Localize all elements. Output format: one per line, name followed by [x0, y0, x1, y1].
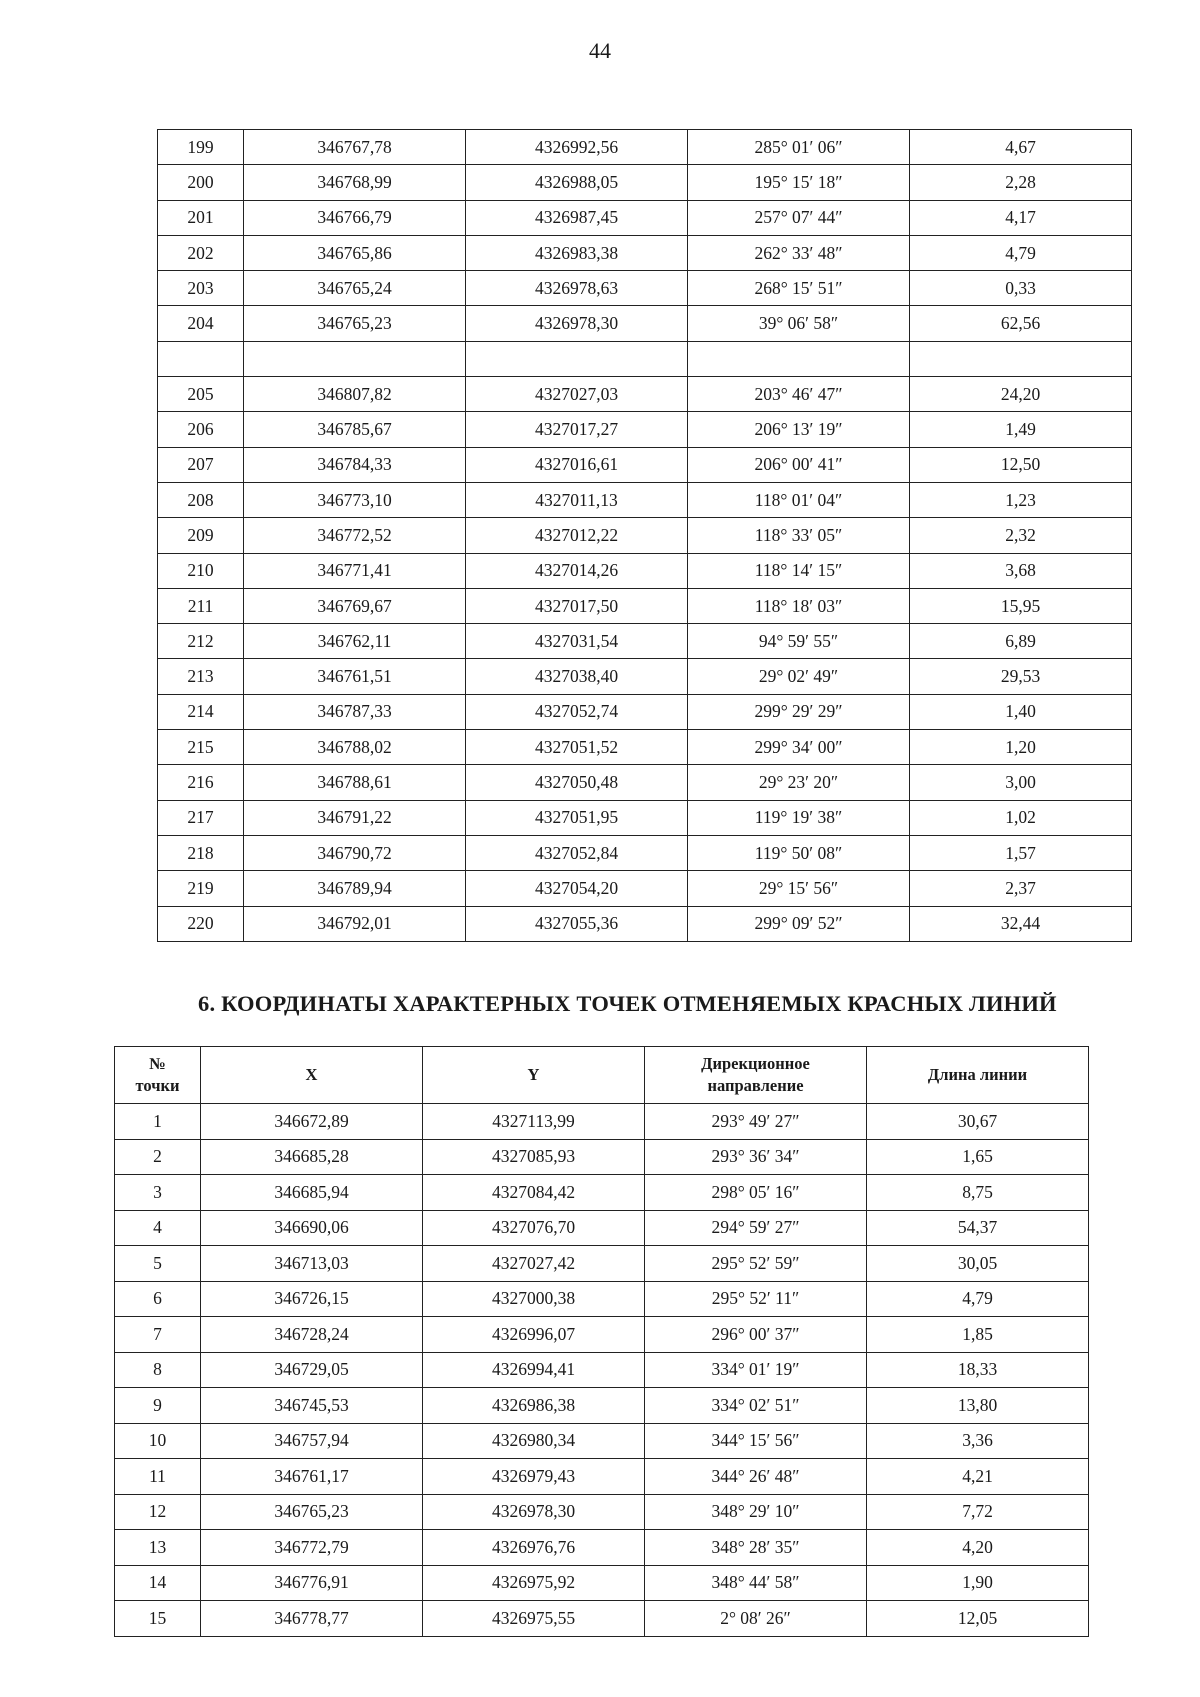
length-cell: 32,44	[910, 906, 1132, 941]
direction-cell: 295° 52′ 59″	[645, 1246, 867, 1282]
point-number-cell: 208	[158, 482, 244, 517]
length-cell: 15,95	[910, 588, 1132, 623]
direction-cell: 285° 01′ 06″	[688, 130, 910, 165]
table-row	[158, 271, 1132, 306]
point-number-cell: 210	[158, 553, 244, 588]
x-cell: 346788,02	[244, 730, 466, 765]
table-row	[158, 447, 1132, 482]
x-cell: 346772,52	[244, 518, 466, 553]
direction-cell: 334° 01′ 19″	[645, 1352, 867, 1388]
point-number-cell: 10	[115, 1423, 201, 1459]
x-cell: 346765,86	[244, 235, 466, 270]
table-row	[115, 1565, 1089, 1601]
table-row	[115, 1246, 1089, 1282]
point-number-cell: 6	[115, 1281, 201, 1317]
point-number-cell: 207	[158, 447, 244, 482]
x-cell: 346788,61	[244, 765, 466, 800]
table-row	[158, 765, 1132, 800]
table-row	[115, 1388, 1089, 1424]
direction-cell: 206° 00′ 41″	[688, 447, 910, 482]
y-cell: 4327054,20	[466, 871, 688, 906]
point-number-cell: 202	[158, 235, 244, 270]
point-number-cell: 4	[115, 1210, 201, 1246]
table-row	[158, 871, 1132, 906]
point-number-cell: 216	[158, 765, 244, 800]
direction-cell: 299° 34′ 00″	[688, 730, 910, 765]
y-cell: 4327076,70	[423, 1210, 645, 1246]
point-number-cell: 206	[158, 412, 244, 447]
length-cell: 4,79	[910, 235, 1132, 270]
table-row	[158, 200, 1132, 235]
point-number-cell: 5	[115, 1246, 201, 1282]
length-cell: 2,32	[910, 518, 1132, 553]
y-cell: 4326987,45	[466, 200, 688, 235]
length-cell: 12,50	[910, 447, 1132, 482]
y-cell: 4327017,50	[466, 588, 688, 623]
y-cell: 4326978,30	[423, 1494, 645, 1530]
length-cell: 1,85	[867, 1317, 1089, 1353]
y-cell: 4326975,55	[423, 1601, 645, 1637]
point-number-cell: 214	[158, 694, 244, 729]
table-row	[115, 1494, 1089, 1530]
length-cell: 18,33	[867, 1352, 1089, 1388]
length-cell: 2,37	[910, 871, 1132, 906]
y-cell: 4326975,92	[423, 1565, 645, 1601]
header-point-number	[115, 1047, 201, 1104]
direction-cell: 299° 09′ 52″	[688, 906, 910, 941]
direction-cell: 118° 33′ 05″	[688, 518, 910, 553]
direction-cell: 294° 59′ 27″	[645, 1210, 867, 1246]
x-cell: 346766,79	[244, 200, 466, 235]
direction-cell: 206° 13′ 19″	[688, 412, 910, 447]
length-cell: 1,90	[867, 1565, 1089, 1601]
x-cell: 346685,94	[201, 1175, 423, 1211]
table-row	[158, 800, 1132, 835]
direction-cell: 118° 01′ 04″	[688, 482, 910, 517]
length-cell: 6,89	[910, 624, 1132, 659]
table-row	[158, 624, 1132, 659]
x-cell: 346771,41	[244, 553, 466, 588]
table-row	[115, 1104, 1089, 1140]
direction-cell: 348° 44′ 58″	[645, 1565, 867, 1601]
point-number-cell: 13	[115, 1530, 201, 1566]
direction-cell: 293° 49′ 27″	[645, 1104, 867, 1140]
direction-cell: 262° 33′ 48″	[688, 235, 910, 270]
table-row	[158, 906, 1132, 941]
y-cell: 4327016,61	[466, 447, 688, 482]
table-row	[158, 588, 1132, 623]
direction-cell: 2° 08′ 26″	[645, 1601, 867, 1637]
table-row	[115, 1601, 1089, 1637]
length-cell	[910, 341, 1132, 376]
x-cell: 346785,67	[244, 412, 466, 447]
x-cell: 346761,17	[201, 1459, 423, 1495]
x-cell: 346790,72	[244, 835, 466, 870]
y-cell: 4326983,38	[466, 235, 688, 270]
length-cell: 1,40	[910, 694, 1132, 729]
direction-cell: 344° 26′ 48″	[645, 1459, 867, 1495]
point-number-cell: 220	[158, 906, 244, 941]
length-cell: 4,67	[910, 130, 1132, 165]
direction-cell: 299° 29′ 29″	[688, 694, 910, 729]
point-number-cell: 15	[115, 1601, 201, 1637]
x-cell: 346776,91	[201, 1565, 423, 1601]
table-row	[158, 412, 1132, 447]
x-cell: 346773,10	[244, 482, 466, 517]
direction-cell: 39° 06′ 58″	[688, 306, 910, 341]
point-number-cell: 199	[158, 130, 244, 165]
table-row	[158, 165, 1132, 200]
point-number-cell: 215	[158, 730, 244, 765]
x-cell: 346745,53	[201, 1388, 423, 1424]
y-cell: 4327050,48	[466, 765, 688, 800]
table-row	[158, 553, 1132, 588]
point-number-cell: 200	[158, 165, 244, 200]
y-cell: 4326980,34	[423, 1423, 645, 1459]
x-cell: 346792,01	[244, 906, 466, 941]
length-cell: 7,72	[867, 1494, 1089, 1530]
point-number-cell: 1	[115, 1104, 201, 1140]
y-cell: 4327011,13	[466, 482, 688, 517]
x-cell	[244, 341, 466, 376]
y-cell: 4326992,56	[466, 130, 688, 165]
table-row	[158, 306, 1132, 341]
direction-cell: 257° 07′ 44″	[688, 200, 910, 235]
y-cell: 4327027,42	[423, 1246, 645, 1282]
y-cell: 4327038,40	[466, 659, 688, 694]
point-number-cell: 7	[115, 1317, 201, 1353]
length-cell: 29,53	[910, 659, 1132, 694]
header-direction-line1: Дирекционное	[701, 1054, 810, 1073]
y-cell: 4327055,36	[466, 906, 688, 941]
table-row	[158, 518, 1132, 553]
direction-cell: 119° 50′ 08″	[688, 835, 910, 870]
point-number-cell: 204	[158, 306, 244, 341]
length-cell: 4,21	[867, 1459, 1089, 1495]
y-cell: 4327027,03	[466, 377, 688, 412]
x-cell: 346769,67	[244, 588, 466, 623]
header-y: Y	[423, 1047, 645, 1104]
x-cell: 346690,06	[201, 1210, 423, 1246]
point-number-cell: 3	[115, 1175, 201, 1211]
direction-cell: 296° 00′ 37″	[645, 1317, 867, 1353]
length-cell: 1,65	[867, 1139, 1089, 1175]
x-cell: 346767,78	[244, 130, 466, 165]
table-row	[115, 1530, 1089, 1566]
y-cell: 4327012,22	[466, 518, 688, 553]
table-row	[158, 835, 1132, 870]
direction-cell: 29° 23′ 20″	[688, 765, 910, 800]
header-direction	[645, 1047, 867, 1104]
header-length: Длина линии	[867, 1047, 1089, 1104]
table-row	[158, 730, 1132, 765]
y-cell: 4327051,52	[466, 730, 688, 765]
x-cell: 346685,28	[201, 1139, 423, 1175]
y-cell: 4326986,38	[423, 1388, 645, 1424]
direction-cell: 29° 02′ 49″	[688, 659, 910, 694]
length-cell: 1,57	[910, 835, 1132, 870]
table-row	[115, 1317, 1089, 1353]
y-cell: 4327052,84	[466, 835, 688, 870]
y-cell: 4326978,30	[466, 306, 688, 341]
direction-cell: 298° 05′ 16″	[645, 1175, 867, 1211]
y-cell: 4327051,95	[466, 800, 688, 835]
point-number-cell: 205	[158, 377, 244, 412]
table-row	[115, 1210, 1089, 1246]
point-number-cell: 209	[158, 518, 244, 553]
table-row	[115, 1175, 1089, 1211]
x-cell: 346765,24	[244, 271, 466, 306]
x-cell: 346728,24	[201, 1317, 423, 1353]
point-number-cell: 8	[115, 1352, 201, 1388]
table-row	[115, 1423, 1089, 1459]
length-cell: 24,20	[910, 377, 1132, 412]
cancelled-red-lines-table	[114, 1046, 1089, 1637]
x-cell: 346784,33	[244, 447, 466, 482]
y-cell: 4326976,76	[423, 1530, 645, 1566]
y-cell: 4326994,41	[423, 1352, 645, 1388]
length-cell: 30,05	[867, 1246, 1089, 1282]
cancelled-red-lines-body	[115, 1104, 1089, 1637]
point-number-cell: 201	[158, 200, 244, 235]
length-cell: 12,05	[867, 1601, 1089, 1637]
y-cell: 4327052,74	[466, 694, 688, 729]
x-cell: 346807,82	[244, 377, 466, 412]
point-number-cell: 14	[115, 1565, 201, 1601]
y-cell: 4326996,07	[423, 1317, 645, 1353]
length-cell: 1,20	[910, 730, 1132, 765]
x-cell: 346713,03	[201, 1246, 423, 1282]
length-cell: 54,37	[867, 1210, 1089, 1246]
x-cell: 346726,15	[201, 1281, 423, 1317]
table-row	[158, 341, 1132, 376]
table-row	[115, 1139, 1089, 1175]
header-point-line1: №	[149, 1054, 166, 1073]
length-cell: 62,56	[910, 306, 1132, 341]
length-cell: 30,67	[867, 1104, 1089, 1140]
table-row	[115, 1459, 1089, 1495]
table-row	[158, 482, 1132, 517]
x-cell: 346765,23	[244, 306, 466, 341]
y-cell: 4327113,99	[423, 1104, 645, 1140]
x-cell: 346761,51	[244, 659, 466, 694]
point-number-cell	[158, 341, 244, 376]
length-cell: 2,28	[910, 165, 1132, 200]
x-cell: 346768,99	[244, 165, 466, 200]
x-cell: 346762,11	[244, 624, 466, 659]
point-number-cell: 219	[158, 871, 244, 906]
direction-cell: 203° 46′ 47″	[688, 377, 910, 412]
x-cell: 346729,05	[201, 1352, 423, 1388]
direction-cell: 293° 36′ 34″	[645, 1139, 867, 1175]
direction-cell: 118° 18′ 03″	[688, 588, 910, 623]
x-cell: 346778,77	[201, 1601, 423, 1637]
length-cell: 4,79	[867, 1281, 1089, 1317]
x-cell: 346772,79	[201, 1530, 423, 1566]
length-cell: 8,75	[867, 1175, 1089, 1211]
direction-cell: 119° 19′ 38″	[688, 800, 910, 835]
table-row	[115, 1281, 1089, 1317]
point-number-cell: 9	[115, 1388, 201, 1424]
point-number-cell: 213	[158, 659, 244, 694]
direction-cell: 268° 15′ 51″	[688, 271, 910, 306]
direction-cell: 344° 15′ 56″	[645, 1423, 867, 1459]
table-row	[158, 659, 1132, 694]
x-cell: 346672,89	[201, 1104, 423, 1140]
y-cell: 4327084,42	[423, 1175, 645, 1211]
length-cell: 0,33	[910, 271, 1132, 306]
header-point-line2: точки	[135, 1076, 180, 1095]
coordinates-table-body	[158, 130, 1132, 942]
header-row	[115, 1047, 1089, 1104]
table-row	[158, 377, 1132, 412]
length-cell: 4,17	[910, 200, 1132, 235]
y-cell: 4327000,38	[423, 1281, 645, 1317]
section-6-title: 6. КООРДИНАТЫ ХАРАКТЕРНЫХ ТОЧЕК ОТМЕНЯЕМЫХ КРАСНЫХ ЛИНИЙ	[198, 991, 1057, 1016]
table-row	[115, 1352, 1089, 1388]
length-cell: 3,00	[910, 765, 1132, 800]
y-cell: 4327017,27	[466, 412, 688, 447]
length-cell: 1,02	[910, 800, 1132, 835]
point-number-cell: 217	[158, 800, 244, 835]
point-number-cell: 211	[158, 588, 244, 623]
length-cell: 1,49	[910, 412, 1132, 447]
point-number-cell: 212	[158, 624, 244, 659]
direction-cell: 348° 28′ 35″	[645, 1530, 867, 1566]
y-cell: 4326978,63	[466, 271, 688, 306]
x-cell: 346791,22	[244, 800, 466, 835]
point-number-cell: 12	[115, 1494, 201, 1530]
y-cell: 4327085,93	[423, 1139, 645, 1175]
y-cell: 4327031,54	[466, 624, 688, 659]
table-row	[158, 235, 1132, 270]
page-number: 44	[589, 38, 611, 63]
x-cell: 346757,94	[201, 1423, 423, 1459]
x-cell: 346765,23	[201, 1494, 423, 1530]
direction-cell: 94° 59′ 55″	[688, 624, 910, 659]
direction-cell: 29° 15′ 56″	[688, 871, 910, 906]
direction-cell: 195° 15′ 18″	[688, 165, 910, 200]
header-x: X	[201, 1047, 423, 1104]
point-number-cell: 218	[158, 835, 244, 870]
header-direction-line2: направление	[707, 1076, 804, 1095]
y-cell: 4326988,05	[466, 165, 688, 200]
length-cell: 4,20	[867, 1530, 1089, 1566]
length-cell: 13,80	[867, 1388, 1089, 1424]
coordinates-table-continued	[157, 129, 1132, 942]
x-cell: 346787,33	[244, 694, 466, 729]
table-header	[115, 1047, 1089, 1104]
length-cell: 3,68	[910, 553, 1132, 588]
direction-cell: 295° 52′ 11″	[645, 1281, 867, 1317]
length-cell: 1,23	[910, 482, 1132, 517]
y-cell	[466, 341, 688, 376]
point-number-cell: 2	[115, 1139, 201, 1175]
table-row	[158, 694, 1132, 729]
y-cell: 4327014,26	[466, 553, 688, 588]
point-number-cell: 203	[158, 271, 244, 306]
direction-cell: 334° 02′ 51″	[645, 1388, 867, 1424]
y-cell: 4326979,43	[423, 1459, 645, 1495]
table-row	[158, 130, 1132, 165]
length-cell: 3,36	[867, 1423, 1089, 1459]
point-number-cell: 11	[115, 1459, 201, 1495]
direction-cell: 118° 14′ 15″	[688, 553, 910, 588]
direction-cell	[688, 341, 910, 376]
direction-cell: 348° 29′ 10″	[645, 1494, 867, 1530]
x-cell: 346789,94	[244, 871, 466, 906]
